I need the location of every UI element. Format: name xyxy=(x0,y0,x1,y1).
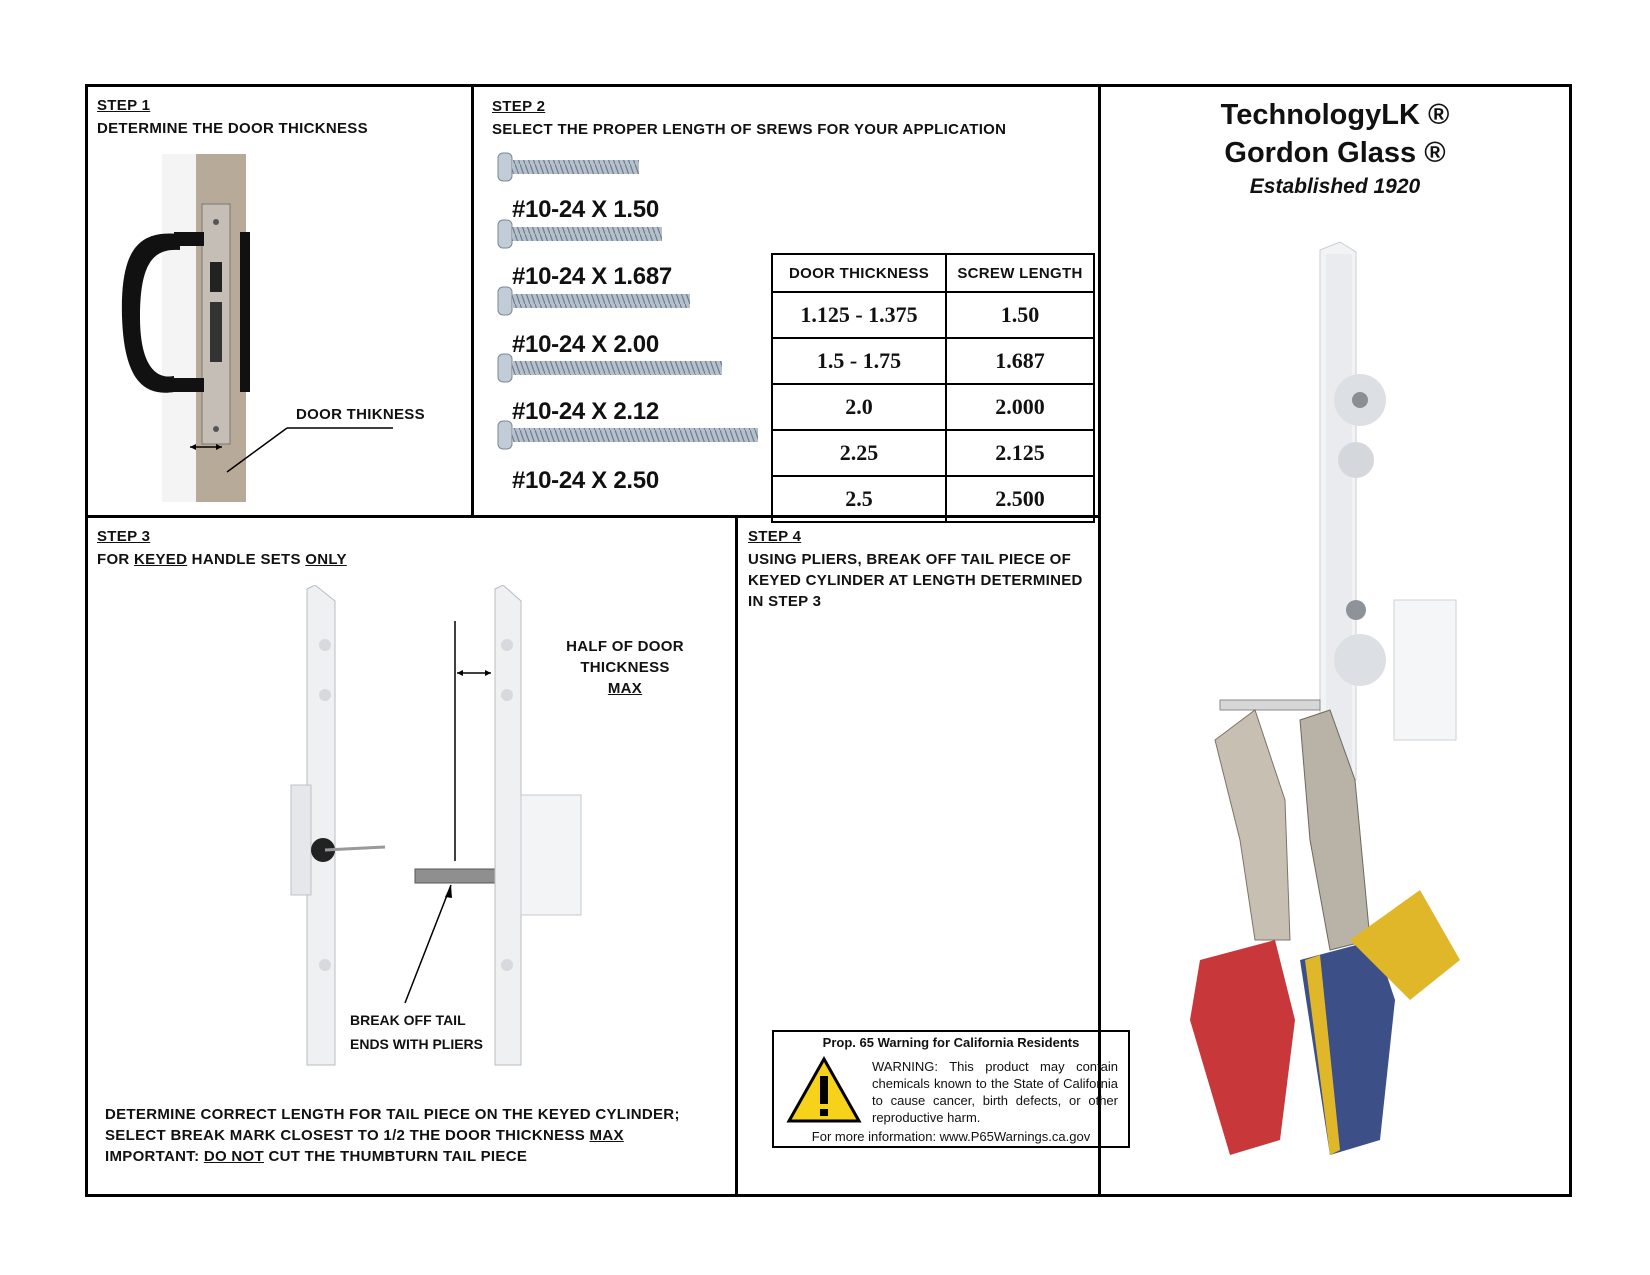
step3-text xyxy=(97,549,347,570)
line3-donot: DO NOT xyxy=(203,1148,264,1165)
table-header-screw-length: SCREW LENGTH xyxy=(946,254,1094,292)
step3-instruction-line1: DETERMINE CORRECT LENGTH FOR TAIL PIECE ON THE KEYED CYLINDER; xyxy=(105,1106,680,1123)
step4-line1: USING PLIERS, BREAK OFF TAIL PIECE OF xyxy=(748,551,1072,568)
screw-length-table xyxy=(771,253,1095,523)
step3-instructions xyxy=(105,1104,680,1167)
step4-title: STEP 4 xyxy=(748,528,802,545)
screw-3 xyxy=(498,287,690,315)
screw-2 xyxy=(498,220,662,248)
step2-text: SELECT THE PROPER LENGTH OF SREWS FOR YOUR APPLICATION xyxy=(492,121,1007,138)
line2-max: MAX xyxy=(589,1127,624,1144)
table-row xyxy=(772,292,1094,338)
step4-line3: IN STEP 3 xyxy=(748,593,822,610)
step4-text xyxy=(748,549,1083,612)
half-line1: HALF OF DOOR xyxy=(566,638,684,655)
table-cell: 2.5 xyxy=(772,476,946,522)
table-cell: 2.125 xyxy=(946,430,1094,476)
prop65-title: Prop. 65 Warning for California Residents xyxy=(822,1035,1080,1050)
table-header-door-thickness: DOOR THICKNESS xyxy=(772,254,946,292)
break-off-tail-label xyxy=(350,1008,483,1056)
brand-name-gordon-glass: Gordon Glass ® xyxy=(1224,137,1446,169)
pliers-on-handle-photo xyxy=(1180,240,1480,1155)
door-thickness-pointer xyxy=(225,420,395,480)
table-row xyxy=(772,384,1094,430)
prop65-footer: For more information: www.P65Warnings.ca.gov xyxy=(811,1129,1091,1144)
table-row xyxy=(772,338,1094,384)
step3-text-only: ONLY xyxy=(305,551,347,568)
step2-title: STEP 2 xyxy=(492,98,546,115)
table-cell: 2.0 xyxy=(772,384,946,430)
table-cell: 2.25 xyxy=(772,430,946,476)
screw-label-2: #10-24 X 1.687 xyxy=(512,263,672,290)
step3-text-prefix: FOR xyxy=(97,551,135,568)
table-cell: 2.500 xyxy=(946,476,1094,522)
line3-prefix: IMPORTANT: xyxy=(105,1148,204,1165)
screw-label-3: #10-24 X 2.00 xyxy=(512,331,659,358)
step3-instruction-line2 xyxy=(105,1125,680,1146)
break-line1: BREAK OFF TAIL xyxy=(350,1012,466,1028)
table-cell: 1.5 - 1.75 xyxy=(772,338,946,384)
door-thickness-label: DOOR THIKNESS xyxy=(296,406,425,423)
table-cell: 1.125 - 1.375 xyxy=(772,292,946,338)
step3-instruction-line3 xyxy=(105,1146,680,1167)
screw-label-5: #10-24 X 2.50 xyxy=(512,467,659,494)
screw-1 xyxy=(498,153,639,181)
table-header-row xyxy=(772,254,1094,292)
break-line2: ENDS WITH PLIERS xyxy=(350,1036,484,1052)
line3-suffix: CUT THE THUMBTURN TAIL PIECE xyxy=(264,1148,528,1165)
warning-triangle-icon xyxy=(786,1056,862,1124)
prop65-warning-box xyxy=(772,1030,1130,1148)
step3-text-mid: HANDLE SETS xyxy=(187,551,306,568)
half-line2: THICKNESS xyxy=(580,659,670,676)
step3-text-keyed: KEYED xyxy=(134,551,188,568)
screw-label-4: #10-24 X 2.12 xyxy=(512,398,659,425)
step1-text: DETERMINE THE DOOR THICKNESS xyxy=(97,120,368,137)
step4-line2: KEYED CYLINDER AT LENGTH DETERMINED xyxy=(748,572,1083,589)
half-max: MAX xyxy=(607,680,643,697)
table-cell: 1.687 xyxy=(946,338,1094,384)
step3-title: STEP 3 xyxy=(97,528,151,545)
table-row xyxy=(772,476,1094,522)
line2-prefix: SELECT BREAK MARK CLOSEST TO 1/2 THE DOOR THICKNESS xyxy=(105,1127,590,1144)
screw-label-1: #10-24 X 1.50 xyxy=(512,196,659,223)
table-cell: 1.50 xyxy=(946,292,1094,338)
brand-name-technologylk: TechnologyLK ® xyxy=(1220,99,1450,131)
table-cell: 2.000 xyxy=(946,384,1094,430)
brand-established: Established 1920 xyxy=(1249,175,1421,198)
step1-title: STEP 1 xyxy=(97,97,151,114)
table-row xyxy=(772,430,1094,476)
half-door-thickness-label xyxy=(545,636,705,699)
prop65-body: WARNING: This product may contain chemicals known to the State of California to cause cancer, birth defects, or other reproductive harm. xyxy=(872,1059,1118,1125)
